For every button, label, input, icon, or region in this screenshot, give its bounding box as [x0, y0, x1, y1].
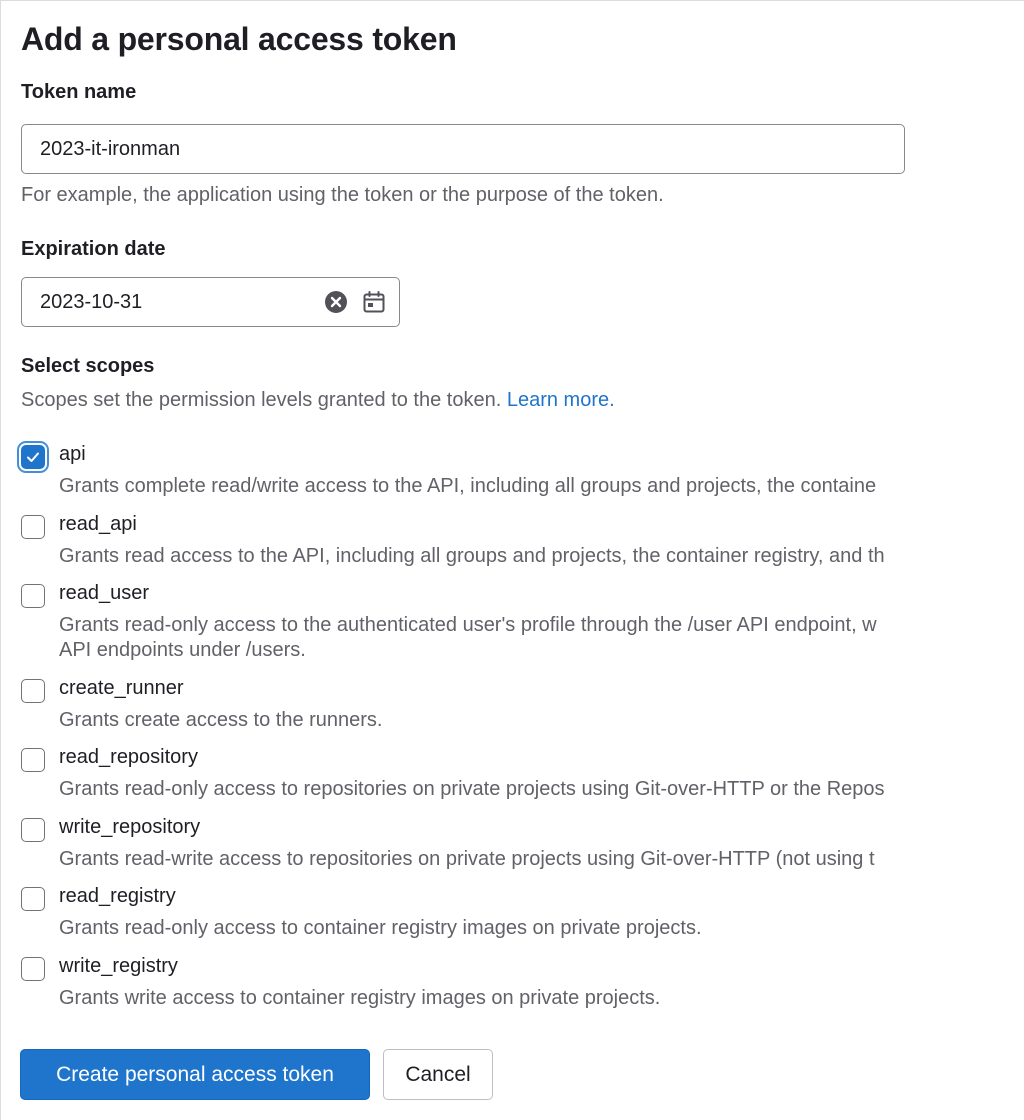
scopes-help [21, 389, 615, 412]
cancel-button[interactable]: Cancel [383, 1049, 493, 1100]
scope-name[interactable]: read_user [59, 582, 150, 604]
scope-read-user-checkbox[interactable] [21, 584, 45, 608]
token-name-input[interactable] [21, 124, 905, 174]
calendar-icon[interactable] [362, 290, 386, 314]
scope-description-line-2: API endpoints under /users. [59, 639, 306, 661]
page-title: Add a personal access token [21, 21, 457, 57]
scope-create-runner-checkbox[interactable] [21, 679, 45, 703]
scope-write-registry-checkbox[interactable] [21, 957, 45, 981]
expiration-date-input[interactable] [22, 278, 348, 326]
scope-read-repository-checkbox[interactable] [21, 748, 45, 772]
scope-api-checkbox[interactable] [21, 445, 45, 469]
scope-write-repository-checkbox[interactable] [21, 818, 45, 842]
scope-description: Grants read-only access to repositories on private projects using Git-over-HTTP or the Repos [59, 778, 885, 800]
scope-description: Grants complete read/write access to the API, including all groups and projects, the containe [59, 475, 877, 497]
scope-description: Grants read access to the API, including all groups and projects, the container registry, and th [59, 545, 885, 567]
clear-circle-icon[interactable] [324, 290, 348, 314]
expiration-date-field [21, 277, 400, 327]
learn-more-link[interactable]: Learn more. [506, 389, 615, 411]
scope-name[interactable]: write_repository [59, 816, 201, 838]
checkmark-icon [25, 449, 41, 465]
select-scopes-label: Select scopes [21, 355, 155, 377]
scope-name[interactable]: read_registry [59, 885, 176, 907]
scope-name[interactable]: read_repository [59, 746, 198, 768]
scope-name[interactable]: write_registry [59, 955, 178, 977]
scope-name[interactable]: create_runner [59, 677, 184, 699]
scope-name[interactable]: api [59, 443, 86, 465]
token-name-label: Token name [21, 81, 137, 103]
scope-description: Grants create access to the runners. [59, 709, 383, 731]
scope-description: Grants write access to container registry images on private projects. [59, 987, 661, 1009]
scope-description: Grants read-write access to repositories on private projects using Git-over-HTTP (not using t [59, 848, 875, 870]
scope-description: Grants read-only access to container registry images on private projects. [59, 917, 702, 939]
scope-read-api-checkbox[interactable] [21, 515, 45, 539]
scope-name[interactable]: read_api [59, 513, 137, 535]
scopes-help-text: Scopes set the permission levels granted to the token. [21, 389, 502, 411]
token-name-help: For example, the application using the token or the purpose of the token. [21, 184, 664, 206]
expiration-date-label: Expiration date [21, 238, 166, 260]
scope-description: Grants read-only access to the authenticated user's profile through the /user API endpoint, w [59, 614, 877, 636]
scope-read-registry-checkbox[interactable] [21, 887, 45, 911]
create-token-button[interactable]: Create personal access token [20, 1049, 370, 1100]
